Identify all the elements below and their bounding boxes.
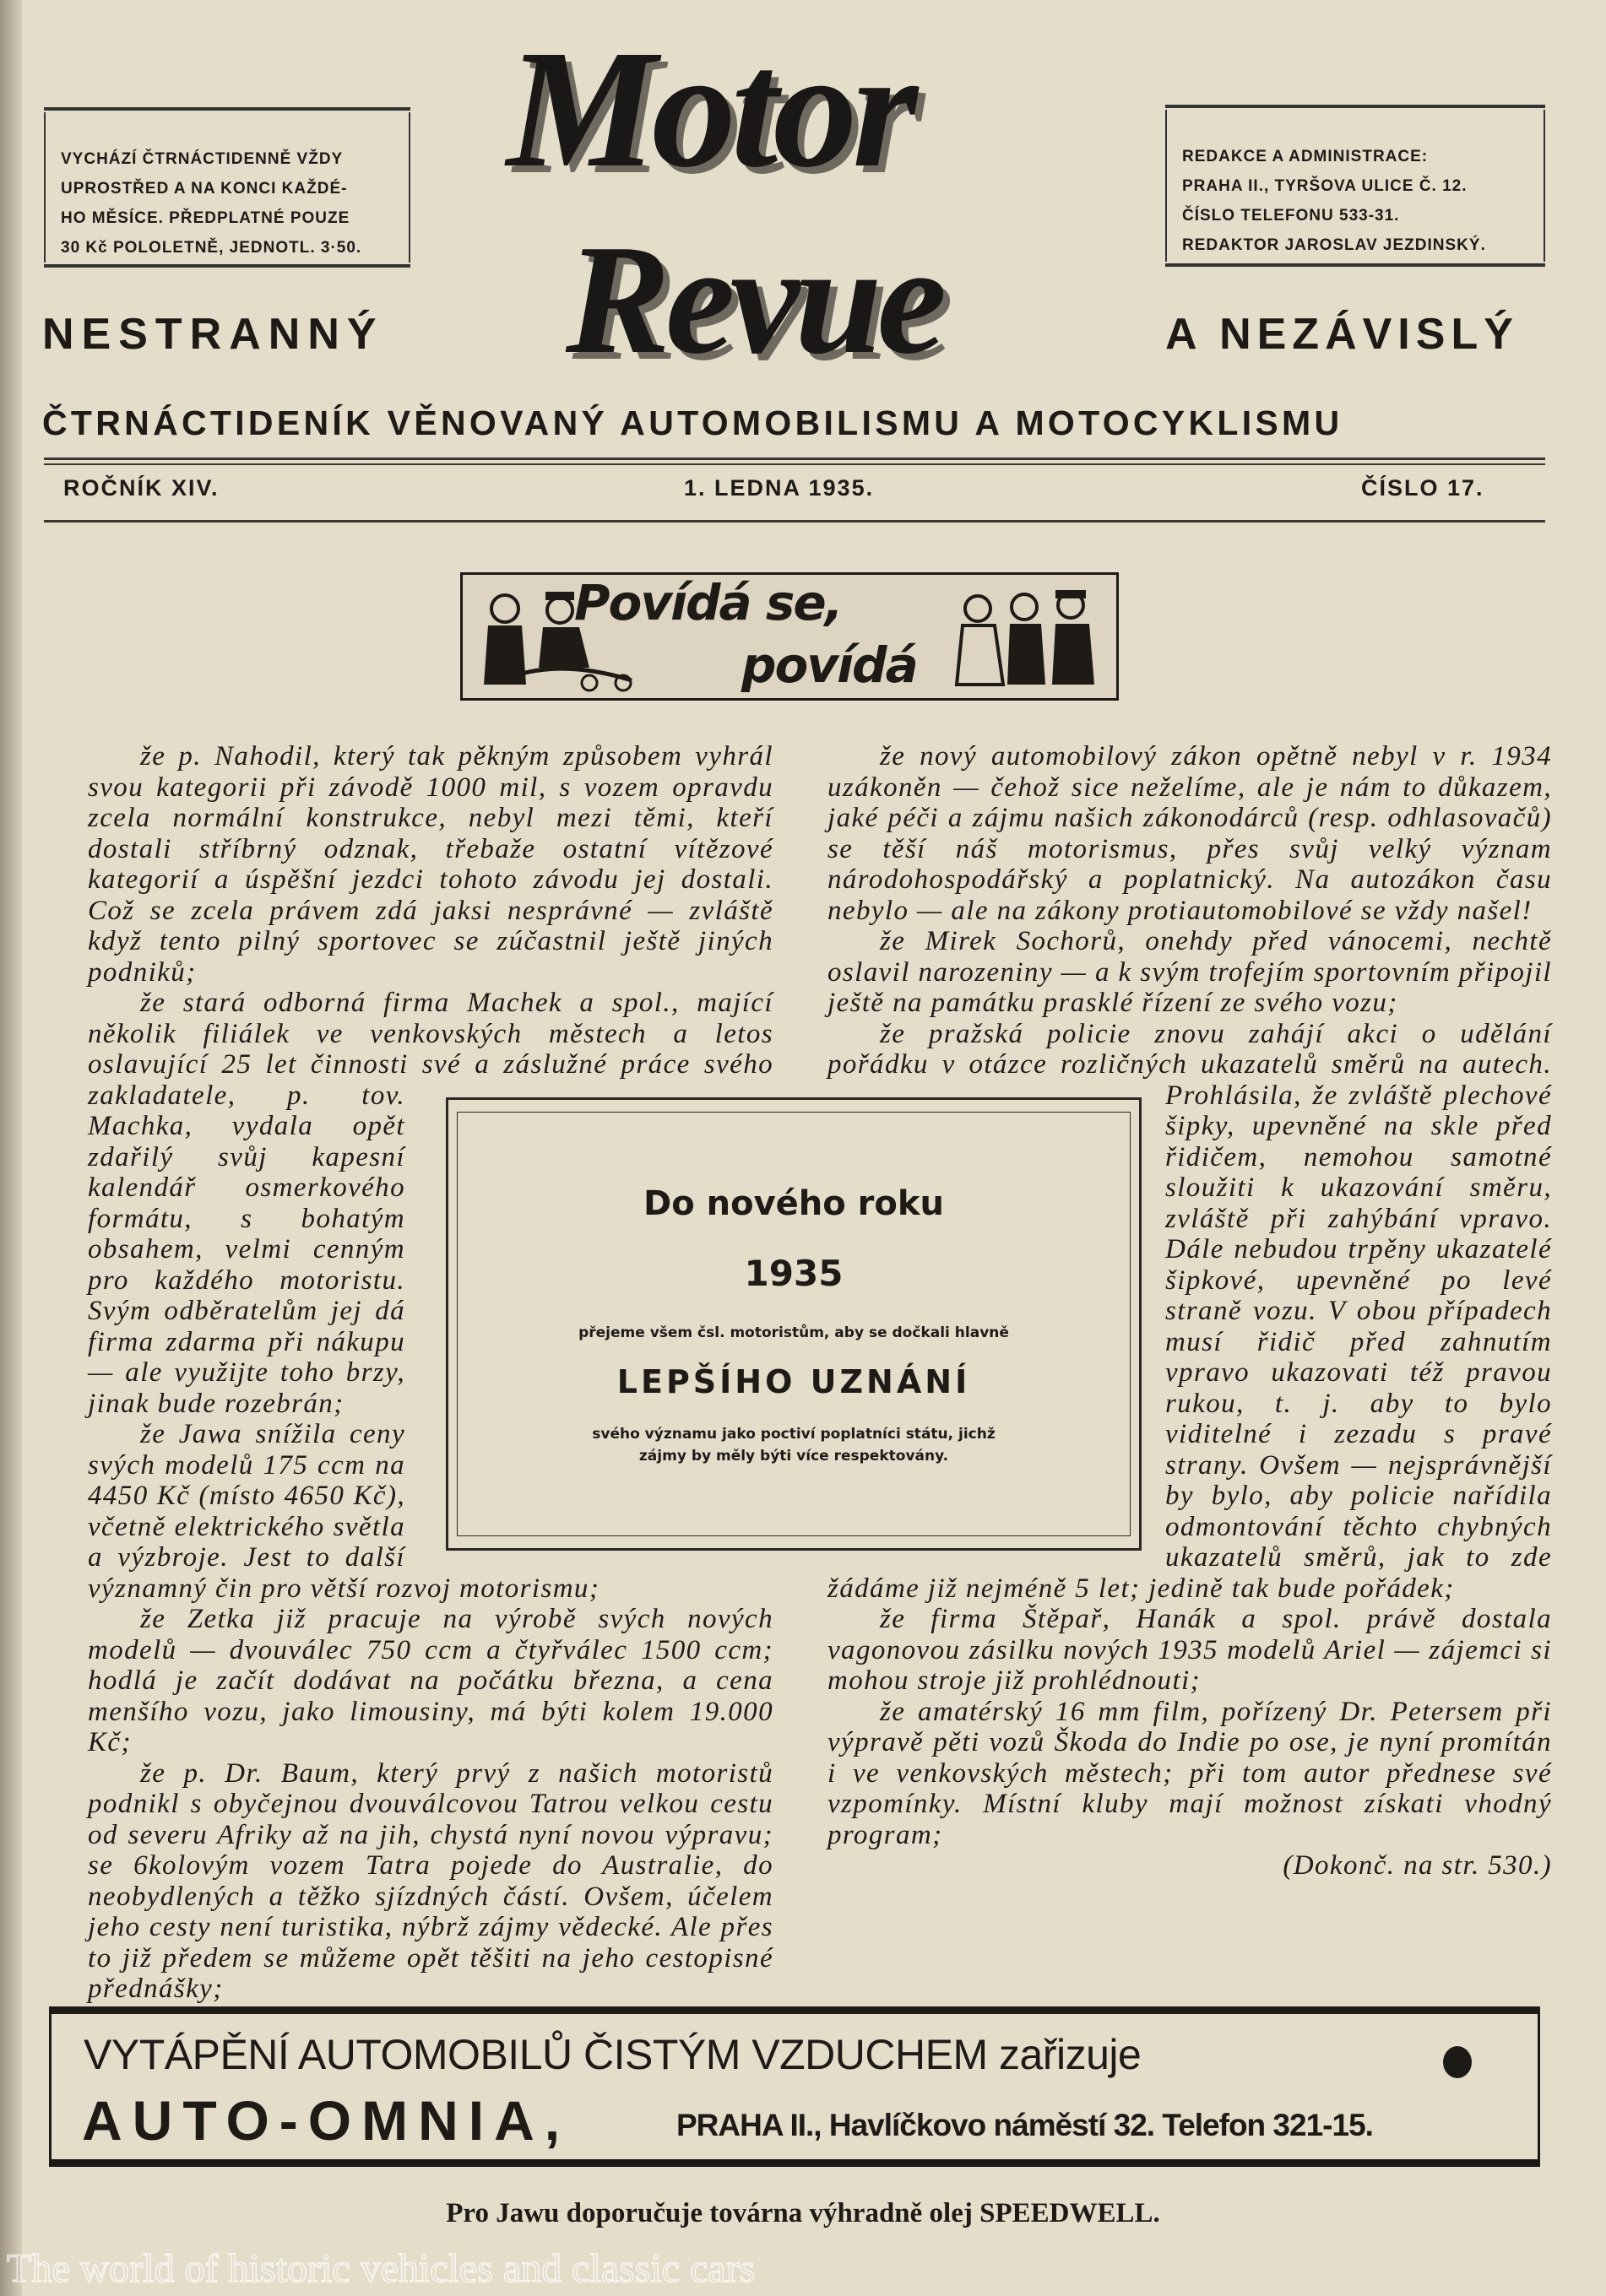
news-item: že p. Dr. Baum, který prvý z našich motoristů podnikl s obyčejnou dvouválcovou Tatrou velkou cestu od severu Afriky až na jih, chystá nyní novou výpravu; se 6kolovým vozem Tatra pojede do Australie, do neobydlených a těžko sjízdných částí. Ovšem, účelem jeho cesty není turistika, nýbrž zájmy vědecké. Ale přes to již předem se můžeme opět těšiti na jeho cestopisné přednášky; (88, 1757, 773, 2004)
bullet-dot-icon (1443, 2046, 1472, 2078)
greeting-text: přejeme všem čsl. motoristům, aby se dočkali hlavně (578, 1324, 1009, 1341)
news-item-part: že pražská policie znovu zahájí akci o udělání pořádku v otázce rozličných ukazatelů směrů na autech. Prohlásila, že zvláště plechové šipky, upevněné na skle před řidičem, nemohou samotné sloužiti k ukazování směru, zvláště při zahýbání vpravo. Dále nebudou trpěny ukazatelé šipkové, upevněné po levé straně vozu. V obou případech musí řidič před zahnutím vpravo ukazovati též pravou rukou, t. j. aby to bylo viditelné i zezadu s pravé (827, 1018, 1552, 1449)
banner-company: AUTO-OMNIA, (82, 2089, 571, 2152)
news-item-part: strany. Ovšem — nejsprávnější by bylo, aby policie nařídila odmontování těchto chybných ukazatelů směrů, jak to zde žádáme již nejméně 5 let; jedině tak bude pořádek; (827, 1449, 1552, 1604)
subscription-line: UPROSTŘED A NA KONCI KAŽDÉ- (61, 180, 348, 198)
greeting-text: zájmy by měly býti více respektovány. (638, 1448, 949, 1465)
continued-note: (Dokonč. na str. 530.) (1283, 1850, 1552, 1881)
tagline-right: A NEZÁVISLÝ (1165, 310, 1519, 359)
news-item: že Mirek Sochorů, onehdy před vánocemi, nechtě oslavil narozeniny — a k svým trofejím sportovním připojil ještě na památku prasklé řízení ze svého vozu; (827, 926, 1552, 1018)
banner-headline-text: VYTÁPĚNÍ AUTOMOBILŮ ČISTÝM VZDUCHEM (84, 2031, 988, 2078)
page-binding-edge (0, 0, 22, 2296)
editorial-line: ČÍSLO TELEFONU 533-31. (1182, 207, 1400, 225)
greeting-headline: LEPŠÍHO UZNÁNÍ (616, 1363, 971, 1400)
logo-revue: Revue (566, 213, 942, 387)
greeting-year: 1935 (744, 1253, 844, 1294)
new-year-greeting-box (446, 1097, 1142, 1551)
editorial-info-box (1165, 110, 1545, 262)
watermark-tagline: The world of historic vehicles and classic cars (7, 2246, 756, 2291)
column-title-line1: Povídá se, (574, 574, 842, 631)
subscription-line: HO MĚSÍCE. PŘEDPLATNÉ POUZE (61, 209, 350, 227)
column-heading-cartoon (460, 572, 1119, 701)
masthead-rule (44, 520, 1545, 523)
editorial-line: REDAKTOR JAROSLAV JEZDINSKÝ. (1182, 236, 1486, 254)
auto-omnia-advertisement (49, 2006, 1540, 2167)
subscription-info-box (44, 112, 410, 263)
news-item-part: že Zetka již pracuje na (140, 1604, 474, 1634)
masthead-subtitle: ČTRNÁCTIDENÍK VĚNOVANÝ AUTOMOBILISMU A MOTOCYKLISMU (42, 403, 1343, 442)
news-item: že amatérský 16 mm film, pořízený Dr. Petersem při výpravě pěti vozů Škoda do Indie po ose, je nyní promítán i ve venkovských městech; při tom autor přednese své vzpomínky. Místní kluby mají možnost získati vhodný program; (827, 1696, 1552, 1850)
issue-date: 1. LEDNA 1935. (684, 475, 875, 501)
news-item: že Jawa snížila ceny svých modelů 175 ccm na 4450 Kč (místo 4650 Kč), včetně elektrického světla a výzbroje. Jest to další významný čin pro větší rozvoj motorismu; (88, 1419, 600, 1604)
news-item (88, 1604, 773, 1758)
masthead-rule (44, 458, 1545, 460)
greeting-text: svého významu jako poctiví poplatníci státu, jichž (592, 1426, 996, 1443)
banner-address: PRAHA II., Havlíčkovo náměstí 32. Telefon 321-15. (676, 2108, 1373, 2142)
tagline-left: NESTRANNÝ (42, 310, 384, 359)
subscription-line: 30 Kč POLOLETNĚ, JEDNOTL. 3·50. (61, 239, 362, 257)
subscription-line: VYCHÁZÍ ČTRNÁCTIDENNĚ VŽDY (61, 150, 344, 168)
news-item-part: výrobě svých nových modelů — dvouválec 750 ccm a čtyřválec 1500 ccm; hodlá je začít dodávat na počátku března, a cena menšího vozu, jako limousiny, má býti kolem 19.000 Kč; (88, 1604, 773, 1757)
banner-headline (84, 2029, 1141, 2080)
logo-motor: Motor (507, 16, 914, 203)
editorial-line: PRAHA II., TYRŠOVA ULICE Č. 12. (1182, 177, 1468, 195)
news-item: že p. Nahodil, který tak pěkným způsobem vyhrál svou kategorii při závodě 1000 mil, s vozem opravdu zcela normální konstrukce, nebyl mezi těmi, kteří dostali stříbrný odznak, třebaže ostatní vítězové kategorií a úspěšní jezdci tohoto závodu jej dostali. Což se zcela právem zdá jaksi nesprávné — zvláště když tento pilný sportovec se zúčastnil ještě jiných podniků; (88, 741, 773, 988)
news-item-part: p. tov. Machka, vydala opět zdařilý svůj kapesní kalendář osmerkového formátu, s bohatým obsahem, velmi cenným pro každého motoristu. Svým odběratelům jej dá firma zdarma při nákupu — ale využijte toho brzy, jinak bude rozebrán; (88, 1080, 406, 1419)
footer-note: Pro Jawu doporučuje továrna výhradně olej SPEEDWELL. (446, 2198, 1160, 2228)
news-item-part: že stará odborná firma Machek a spol., mající několik filiálek ve venkovských městech a letos oslavující 25 let činnosti své a záslužné práce svého zakladatele, (88, 988, 773, 1111)
greeting-title: Do nového roku (643, 1184, 944, 1223)
news-item: že firma Štěpař, Hanák a spol. právě dostala vagonovou zásilku nových 1935 modelů Ariel — zájemci si mohou stroje již prohlédnouti; (827, 1604, 1552, 1696)
issue-number: ČÍSLO 17. (1361, 475, 1484, 501)
banner-headline-suffix: zařizuje (999, 2031, 1142, 2078)
masthead-rule (44, 463, 1545, 465)
editorial-line: REDAKCE A ADMINISTRACE: (1182, 148, 1429, 165)
volume-label: ROČNÍK XIV. (63, 475, 220, 501)
column-title-line2: povídá (741, 636, 917, 694)
news-item: že nový automobilový zákon opětně nebyl v r. 1934 uzákoněn — čehož sice neželíme, ale je nám to důkazem, jaké péči a zájmu našich zákonodárců (resp. odhlasovačů) se těší náš motorismus, přes svůj velký význam národohospodářský a poplatnický. Na autozákon času nebylo — ale na zákony protiautomobilové se vždy našel! (827, 741, 1552, 926)
